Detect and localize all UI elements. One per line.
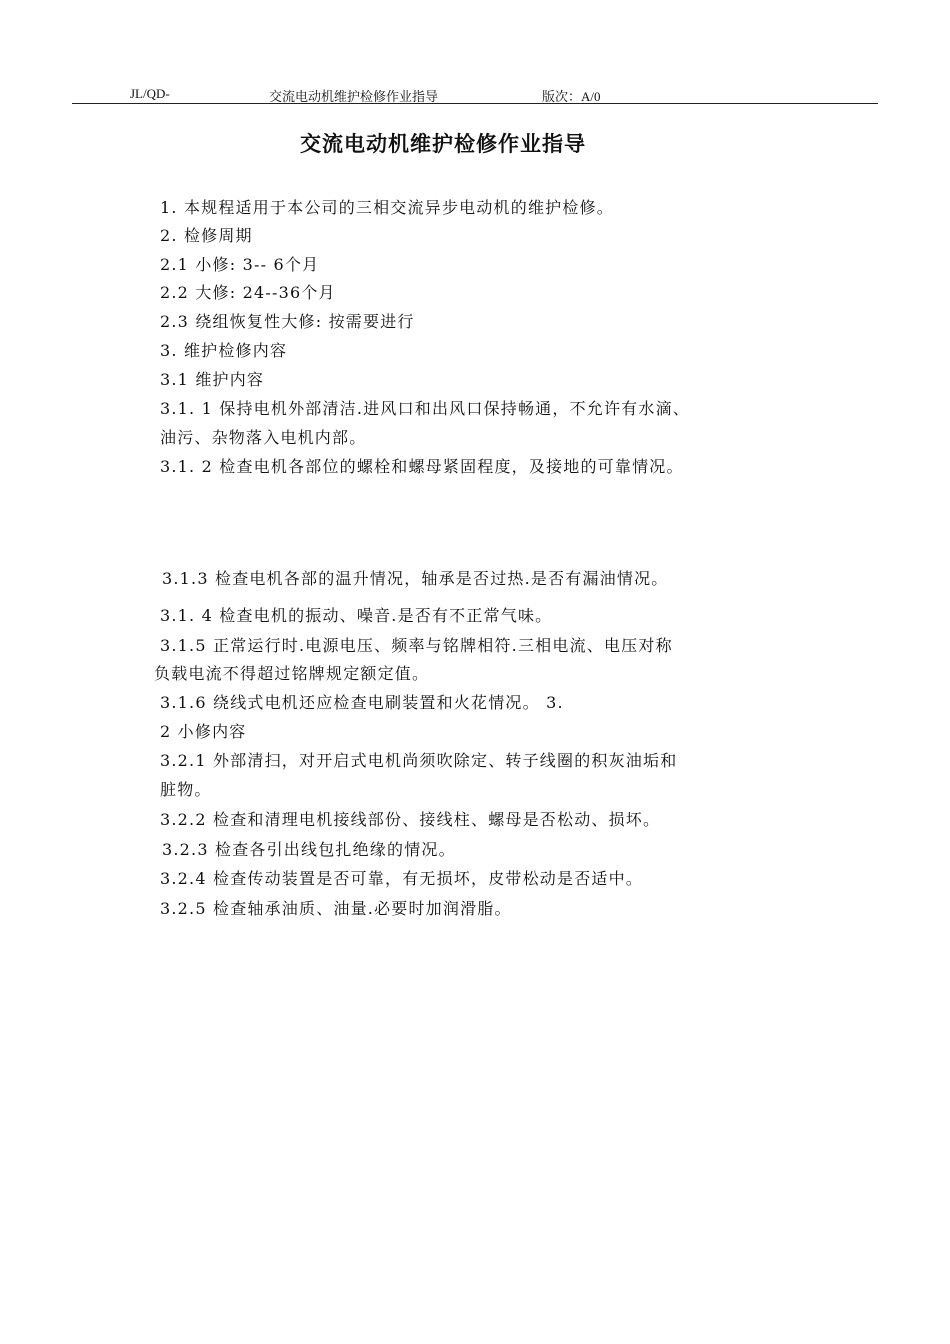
clause-3-2-5: 3.2.5 检查轴承油质、油量.必要时加润滑脂。 xyxy=(160,899,512,918)
clause-3-1-heading: 3.1 维护内容 xyxy=(160,370,265,389)
document-title: 交流电动机维护检修作业指导 xyxy=(300,132,586,156)
clause-3-heading: 3. 维护检修内容 xyxy=(160,341,288,360)
header-divider xyxy=(72,103,878,104)
clause-2-2: 2.2 大修: 24--36个月 xyxy=(160,283,336,302)
clause-3-2-4: 3.2.4 检查传动装置是否可靠，有无损坏，皮带松动是否适中。 xyxy=(160,869,643,888)
clause-2-3: 2.3 绕组恢复性大修: 按需要进行 xyxy=(160,312,415,331)
clause-3-2-1-continued: 脏物。 xyxy=(160,780,212,799)
clause-3-2-1: 3.2.1 外部清扫，对开启式电机尚须吹除定、转子线圈的积灰油垢和 xyxy=(160,751,678,770)
clause-3-1-2: 3.1. 2 检查电机各部位的螺栓和螺母紧固程度，及接地的可靠情况。 xyxy=(160,457,684,476)
clause-3-2-heading: 2 小修内容 xyxy=(160,722,247,741)
clause-1-scope: 1. 本规程适用于本公司的三相交流异步电动机的维护检修。 xyxy=(160,198,614,217)
clause-3-1-3: 3.1.3 检查电机各部的温升情况，轴承是否过热.是否有漏油情况。 xyxy=(162,569,669,588)
clause-3-2-3: 3.2.3 检查各引出线包扎绝缘的情况。 xyxy=(162,840,456,859)
clause-3-1-1-continued: 油污、杂物落入电机内部。 xyxy=(160,428,367,447)
page-header xyxy=(72,84,878,104)
clause-3-1-5-continued: 负载电流不得超过铭牌规定额定值。 xyxy=(154,664,430,683)
clause-3-2-2: 3.2.2 检查和清理电机接线部份、接线柱、螺母是否松动、损坏。 xyxy=(160,810,661,829)
clause-2-heading: 2. 检修周期 xyxy=(160,226,253,245)
clause-3-1-1: 3.1. 1 保持电机外部清洁.进风口和出风口保持畅通，不允许有水滴、 xyxy=(160,399,690,418)
clause-3-1-5: 3.1.5 正常运行时.电源电压、频率与铭牌相符.三相电流、电压对称 xyxy=(160,636,673,655)
clause-3-1-6: 3.1.6 绕线式电机还应检查电刷装置和火花情况。 3. xyxy=(160,693,564,712)
document-code: JL/QD- xyxy=(130,86,170,101)
clause-2-1: 2.1 小修: 3-- 6个月 xyxy=(160,255,320,274)
clause-3-1-4: 3.1. 4 检查电机的振动、噪音.是否有不正常气味。 xyxy=(160,606,553,625)
header-title: 交流电动机维护检修作业指导 xyxy=(269,89,439,104)
document-version: 版次：A/0 xyxy=(542,89,601,104)
